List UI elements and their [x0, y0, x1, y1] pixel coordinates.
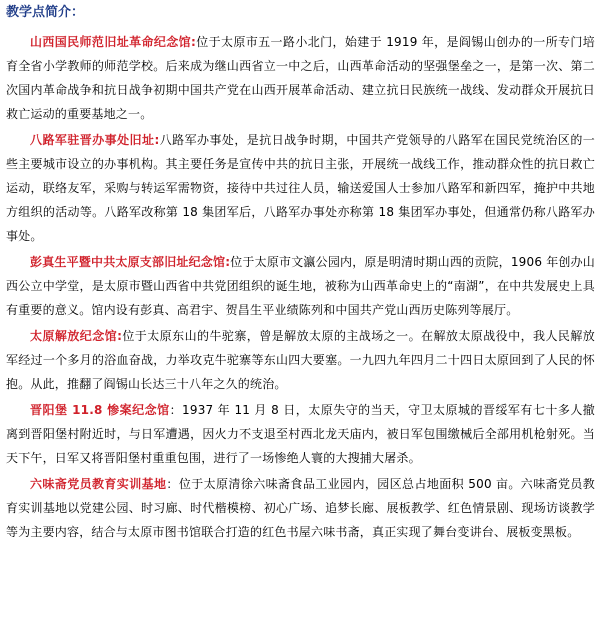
- site-name: 六味斋党员教育实训基地: [30, 477, 167, 491]
- site-description: 八路军办事处，是抗日战争时期，中国共产党领导的八路军在国民党统治区的一些主要城市设立的办事机构。其主要任务是宣传中共的抗日主张，开展统一战线工作，推动群众性的抗日救亡运动，联络友军，采购与转运军需物资，接待中共过往人员，输送爱国人士参加八路军和新四军，掩护中共地方组织的活动等。八路军改称第 18 集团军后，八路军办事处亦称第 18 集团军办事处，但通常仍称八路军办事处。: [6, 133, 595, 243]
- site-description: 位于太原市五一路小北门，始建于 1919 年，是阎锡山创办的一所专门培育全省小学教师的师范学校。后来成为继山西省立一中之后，山西革命活动的坚强堡垒之一，是第一次、第二次国内革命战争和抗日战争初期中国共产党在山西开展革命活动、建立抗日民族统一战线、发动群众开展抗日救亡运动的重要基地之一。: [6, 35, 595, 121]
- entry-liuweizhai-training-base: [6, 472, 595, 544]
- entry-peng-zhen-memorial: [6, 250, 595, 322]
- site-name: 八路军驻晋办事处旧址:: [30, 133, 160, 147]
- site-name: 太原解放纪念馆:: [30, 329, 123, 343]
- entry-eighth-route-army-office: [6, 128, 595, 248]
- site-description: ：1937 年 11 月 8 日，太原失守的当天，守卫太原城的晋绥军有七十多人撤离到晋阳堡村附近时，与日军遭遇，因火力不支退至村西北龙天庙内，被日军包围缴械后全部用机枪射死。当天下午，日军又将晋阳堡村重重包围，进行了一场惨绝人寰的大搜捕大屠杀。: [6, 403, 595, 465]
- site-description: 位于太原市文瀛公园内，原是明清时期山西的贡院，1906 年创办山西公立中学堂，是太原市暨山西省中共党团组织的诞生地，被称为山西革命史上的“南湖”，在中共发展史上具有重要的意义。馆内设有彭真、高君宇、贺昌生平业绩陈列和中国共产党山西历史陈列等展厅。: [6, 255, 595, 317]
- section-title: 教学点简介：: [6, 5, 85, 20]
- site-description: 位于太原东山的牛驼寨，曾是解放太原的主战场之一。在解放太原战役中，我人民解放军经过一个多月的浴血奋战，力举攻克牛驼寨等东山四大要塞。一九四九年四月二十四日太原回到了人民的怀抱。从此，推翻了阎锡山长达三十八年之久的统治。: [6, 329, 595, 391]
- site-name: 山西国民师范旧址革命纪念馆:: [30, 35, 197, 49]
- entry-shanxi-normal-school: [6, 30, 595, 126]
- entry-taiyuan-liberation-memorial: [6, 324, 595, 396]
- site-description: ：位于太原清徐六味斋食品工业园内，园区总占地面积 500 亩。六味斋党员教育实训基地以党建公园、时习廊、时代楷模榜、初心广场、追梦长廊、展板教学、红色情景剧、现场访谈教学等为主要内容，结合与太原市图书馆联合打造的红色书屋六味书斋，真正实现了舞台变讲台、展板变黑板。: [6, 477, 596, 539]
- site-name: 晋阳堡 11.8 惨案纪念馆: [30, 403, 170, 417]
- site-name: 彭真生平暨中共太原支部旧址纪念馆:: [30, 255, 231, 269]
- entry-jinyangbao-massacre-memorial: [6, 398, 595, 470]
